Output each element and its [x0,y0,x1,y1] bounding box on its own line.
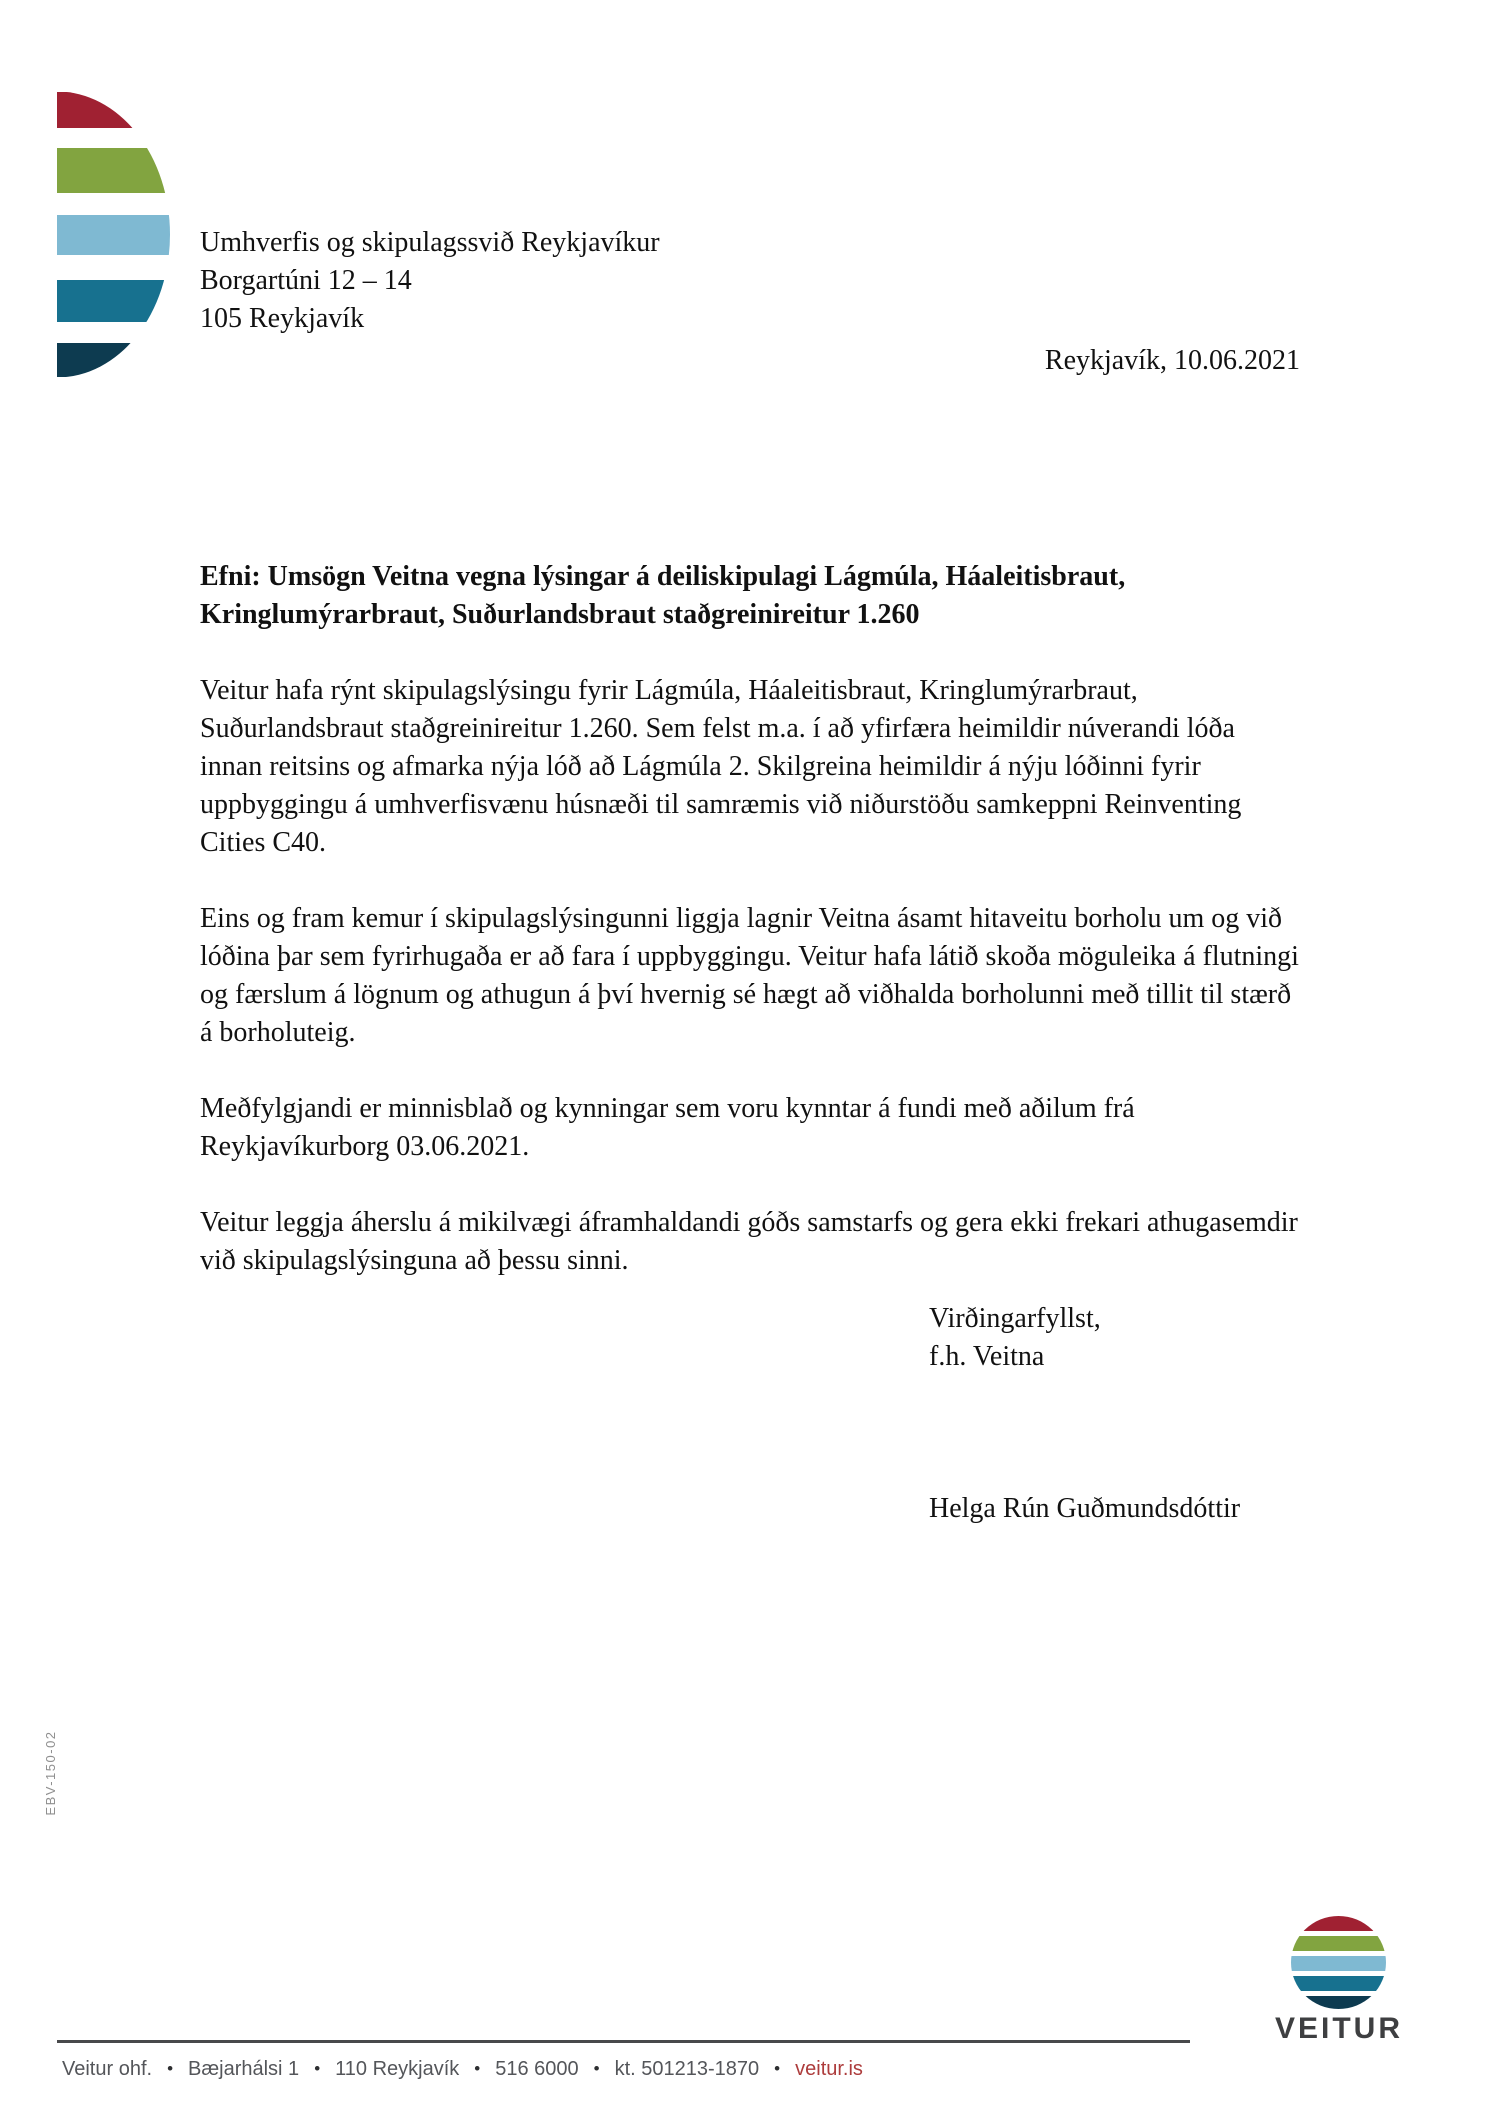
signature-block [929,1300,1240,1528]
veitur-wordmark: VEITUR [1274,2012,1403,2045]
signature-on-behalf: f.h. Veitna [929,1341,1045,1372]
logo-stripe-navy [1291,1996,1386,2009]
bullet-separator: • [167,2059,174,2078]
logo-stripe-lightblue [1291,1956,1386,1971]
recipient-line-3: 105 Reykjavík [200,303,365,334]
logo-stripe-navy [57,343,170,377]
logo-stripe-teal [1291,1976,1386,1991]
logo-stripe-green [57,148,170,193]
recipient-address [200,224,660,338]
bullet-separator: • [314,2059,321,2078]
logo-stripe-teal [57,280,170,322]
document-code: EBV-150-02 [43,1730,58,1816]
body-paragraph-2: Eins og fram kemur í skipulagslýsingunni liggja lagnir Veitna ásamt hitaveitu borholu um og við lóðina þar sem fyrirhugaða er að fara í uppbyggingu. Veitur hafa látið skoða möguleika á flutningi og færslum á lögnum og athugun á því hvernig sé hægt að viðhalda borholunni með tillit til stærð á borholuteig. [200,903,1299,1048]
subject-line: Efni: Umsögn Veitna vegna lýsingar á deiliskipulagi Lágmúla, Háaleitisbraut, Kringlumýrarbraut, Suðurlandsbraut staðgreinireitur 1.260 [200,561,1126,630]
recipient-line-1: Umhverfis og skipulagssvið Reykjavíkur [200,227,660,258]
body-paragraph-1: Veitur hafa rýnt skipulagslýsingu fyrir Lágmúla, Háaleitisbraut, Kringlumýrarbraut, Suðurlandsbraut staðgreinireitur 1.260. Sem felst m.a. í að yfirfæra heimildir núverandi lóða innan reitsins og afmarka nýja lóð að Lágmúla 2. Skilgreina heimildir á nýju lóðinni fyrir uppbyggingu á umhverfisvænu húsnæði til samræmis við niðurstöðu samkeppni Reinventing Cities C40. [200,675,1242,858]
footer-item-city: 110 Reykjavík [335,2058,460,2080]
logo-stripe-red [57,92,170,128]
signature-closing: Virðingarfyllst, [929,1303,1101,1334]
body-paragraph-3: Meðfylgjandi er minnisblað og kynningar sem voru kynntar á fundi með aðilum frá Reykjavíkurborg 03.06.2021. [200,1093,1135,1162]
logo-stripe-green [1291,1936,1386,1951]
signature-name: Helga Rún Guðmundsdóttir [929,1493,1241,1524]
veitur-circle-logo [1291,1916,1386,2009]
logo-stripe-red [1291,1916,1386,1931]
body-paragraph-4: Veitur leggja áherslu á mikilvægi áframhaldandi góðs samstarfs og gera ekki frekari athugasemdir við skipulagslýsinguna að þessu sinni. [200,1207,1298,1276]
logo-stripe-lightblue [57,215,170,255]
recipient-line-2: Borgartúni 12 – 14 [200,265,412,296]
bullet-separator: • [774,2059,781,2078]
veitur-website-link[interactable]: veitur.is [795,2058,863,2080]
footer-item-street: Bæjarhálsi 1 [188,2058,300,2080]
footer-rule [57,2040,1190,2043]
footer-item-company: Veitur ohf. [62,2058,153,2080]
veitur-halfmark-logo [57,92,170,377]
dateline: Reykjavík, 10.06.2021 [1044,345,1300,376]
footer [62,2058,863,2081]
letter-body [200,558,1300,1318]
bullet-separator: • [593,2059,600,2078]
bullet-separator: • [474,2059,481,2078]
footer-item-kennitala: kt. 501213-1870 [614,2058,760,2080]
footer-item-phone: 516 6000 [495,2058,579,2080]
